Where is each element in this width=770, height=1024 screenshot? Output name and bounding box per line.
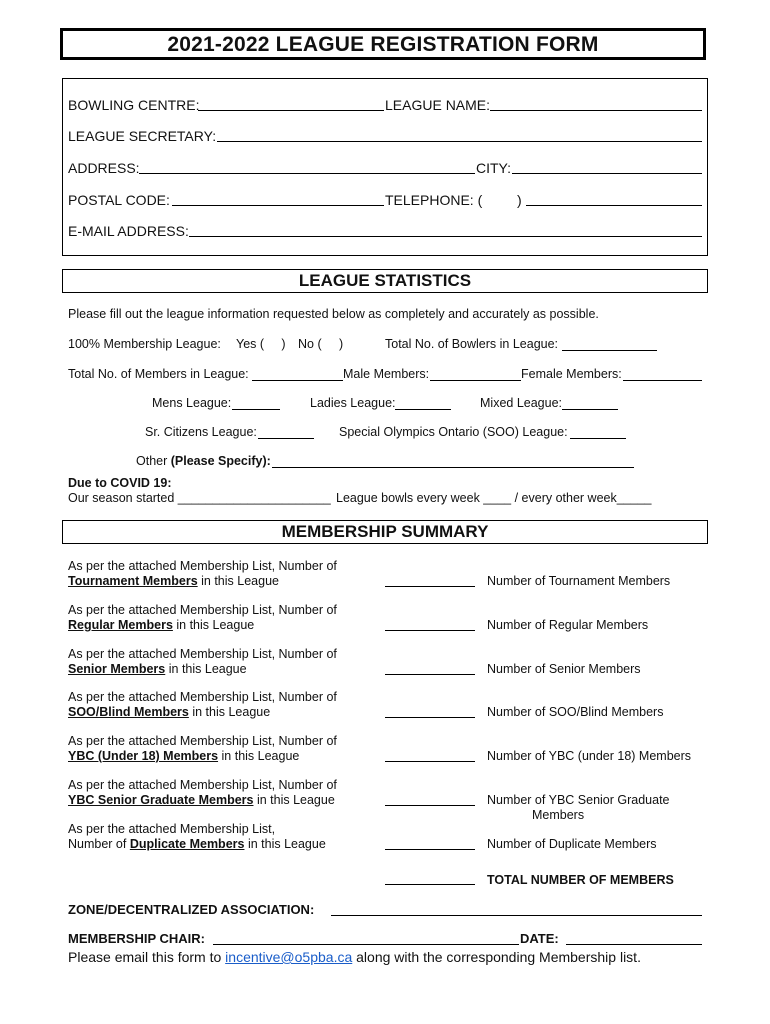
summary-row-right-label: Number of YBC Senior Graduate (487, 793, 670, 807)
membership-no-option[interactable]: No ( ) (298, 337, 344, 351)
summary-row-bold-text: SOO/Blind Members (68, 705, 189, 719)
total-bowlers-field[interactable] (562, 350, 657, 351)
soo-league-label: Special Olympics Ontario (SOO) League: (339, 425, 568, 439)
other-text: Other (136, 454, 171, 468)
summary-row-line1: As per the attached Membership List, Number of (68, 778, 337, 792)
summary-row-right-label: Number of Senior Members (487, 662, 641, 676)
female-members-label: Female Members: (521, 367, 622, 381)
city-label: CITY: (476, 160, 512, 176)
summary-row-line2 (68, 618, 254, 632)
other-specify-text: (Please Specify): (170, 454, 271, 468)
membership-chair-label: MEMBERSHIP CHAIR: (68, 931, 205, 946)
summary-row-post-text: in this League (172, 618, 255, 632)
membership-summary-header (62, 520, 708, 544)
membership-league-label: 100% Membership League: (68, 337, 221, 351)
stats-instructions: Please fill out the league information requested below as completely and accurately as possible. (68, 307, 599, 321)
address-label: ADDRESS: (68, 160, 140, 176)
summary-row-bold-text: Regular Members (68, 618, 173, 632)
total-members-label: Total No. of Members in League: (68, 367, 249, 381)
email-label: E-MAIL ADDRESS: (68, 223, 189, 239)
summary-row-count-field[interactable] (385, 761, 475, 762)
league-name-field[interactable] (490, 110, 702, 111)
sr-citizens-label: Sr. Citizens League: (145, 425, 257, 439)
summary-row-right-label: Number of Duplicate Members (487, 837, 657, 851)
form-title-box (60, 28, 706, 60)
summary-row-line2 (68, 837, 326, 851)
summary-row-line1: As per the attached Membership List, Number of (68, 734, 337, 748)
summary-row-line2 (68, 662, 247, 676)
summary-row-count-field[interactable] (385, 674, 475, 675)
summary-row-right-label-continued: Members (532, 808, 585, 822)
summary-row-line2 (68, 793, 335, 807)
sr-citizens-field[interactable] (258, 438, 314, 439)
total-members-field-summary[interactable] (385, 884, 475, 885)
postal-code-label: POSTAL CODE: (68, 192, 170, 208)
summary-row-right-label: Number of SOO/Blind Members (487, 705, 664, 719)
male-members-field[interactable] (430, 380, 521, 381)
summary-row-count-field[interactable] (385, 849, 475, 850)
summary-row-line1: As per the attached Membership List, (68, 822, 276, 836)
ladies-league-field[interactable] (395, 409, 451, 410)
summary-row-line1: As per the attached Membership List, Number of (68, 603, 337, 617)
membership-yes-option[interactable]: Yes ( ) (236, 337, 286, 351)
mens-league-label: Mens League: (152, 396, 232, 410)
female-members-field[interactable] (623, 380, 702, 381)
league-secretary-label: LEAGUE SECRETARY: (68, 128, 217, 144)
summary-row-line1: As per the attached Membership List, Number of (68, 559, 337, 573)
summary-row-pre-text: Number of (68, 837, 130, 851)
league-name-label: LEAGUE NAME: (385, 97, 491, 113)
summary-row-right-label: Number of Tournament Members (487, 574, 671, 588)
summary-row-bold-text: YBC (Under 18) Members (68, 749, 219, 763)
league-bowls-line: League bowls every week ____ / every other week_____ (336, 491, 652, 505)
zone-field[interactable] (331, 915, 702, 916)
league-secretary-field[interactable] (217, 141, 702, 142)
summary-row-count-field[interactable] (385, 717, 475, 718)
summary-row-bold-text: YBC Senior Graduate Members (68, 793, 254, 807)
email-instructions-pre: Please email this form to (68, 949, 226, 965)
summary-row-count-field[interactable] (385, 586, 475, 587)
summary-row-bold-text: Senior Members (68, 662, 166, 676)
summary-row-post-text: in this League (253, 793, 335, 807)
bowling-centre-label: BOWLING CENTRE: (68, 97, 200, 113)
email-instructions (68, 949, 641, 965)
total-members-field[interactable] (252, 380, 343, 381)
mixed-league-label: Mixed League: (480, 396, 563, 410)
summary-row-right-label: Number of YBC (under 18) Members (487, 749, 692, 763)
telephone-paren-close: ) (517, 192, 522, 208)
ladies-league-label: Ladies League: (310, 396, 396, 410)
summary-row-post-text: in this League (165, 662, 247, 676)
membership-chair-field[interactable] (213, 944, 519, 945)
summary-row-count-field[interactable] (385, 630, 475, 631)
summary-row-post-text: in this League (197, 574, 279, 588)
mixed-league-field[interactable] (562, 409, 618, 410)
soo-league-field[interactable] (570, 438, 626, 439)
male-members-label: Male Members: (343, 367, 430, 381)
date-field[interactable] (566, 944, 702, 945)
summary-row-line2 (68, 574, 279, 588)
other-specify-field[interactable] (272, 467, 634, 468)
summary-row-line2 (68, 749, 299, 763)
covid-heading: Due to COVID 19: (68, 476, 172, 490)
season-started-line: Our season started ______________________ (68, 491, 331, 505)
league-statistics-header (62, 269, 708, 293)
summary-row-line1: As per the attached Membership List, Number of (68, 647, 337, 661)
postal-code-field[interactable] (172, 205, 384, 206)
summary-row-post-text: in this League (218, 749, 300, 763)
bowling-centre-field[interactable] (198, 110, 384, 111)
email-field[interactable] (189, 236, 702, 237)
email-instructions-post: along with the corresponding Membership list. (352, 949, 641, 965)
league-statistics-title: LEAGUE STATISTICS (298, 271, 472, 290)
summary-row-post-text: in this League (244, 837, 326, 851)
form-title: 2021-2022 LEAGUE REGISTRATION FORM (167, 33, 599, 56)
summary-row-bold-text: Duplicate Members (129, 837, 245, 851)
email-link[interactable]: incentive@o5pba.ca (225, 949, 353, 965)
date-label: DATE: (520, 931, 559, 946)
mens-league-field[interactable] (232, 409, 280, 410)
address-field[interactable] (139, 173, 475, 174)
total-bowlers-label: Total No. of Bowlers in League: (385, 337, 559, 351)
summary-row-line1: As per the attached Membership List, Number of (68, 690, 337, 704)
total-number-label: TOTAL NUMBER OF MEMBERS (487, 873, 674, 887)
telephone-field[interactable] (526, 205, 702, 206)
summary-row-count-field[interactable] (385, 805, 475, 806)
city-field[interactable] (512, 173, 702, 174)
telephone-label: TELEPHONE: ( (385, 192, 483, 208)
membership-summary-title: MEMBERSHIP SUMMARY (281, 522, 489, 541)
summary-row-right-label: Number of Regular Members (487, 618, 649, 632)
summary-row-bold-text: Tournament Members (68, 574, 198, 588)
summary-row-line2 (68, 705, 270, 719)
zone-label: ZONE/DECENTRALIZED ASSOCIATION: (68, 902, 315, 917)
summary-row-post-text: in this League (188, 705, 271, 719)
other-label (136, 454, 271, 468)
